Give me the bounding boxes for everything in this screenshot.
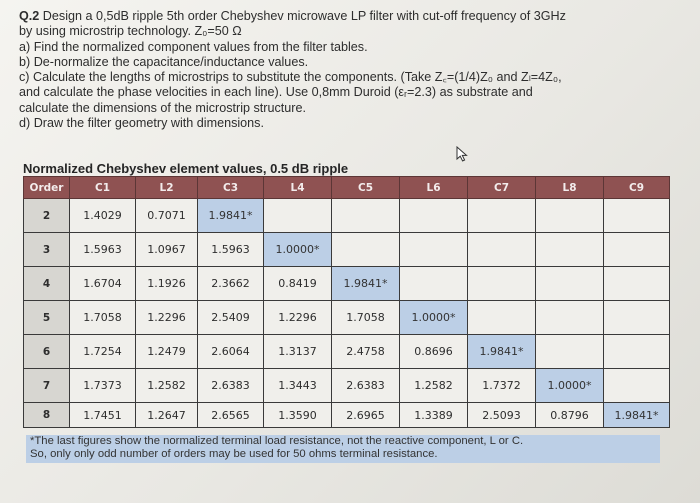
load-resistance-cell: 1.0000* (264, 233, 332, 267)
table-cell (604, 267, 670, 301)
table-cell (604, 233, 670, 267)
table-title: Normalized Chebyshev element values, 0.5 dB ripple (23, 161, 349, 176)
footnote-line: *The last figures show the normalized terminal load resistance, not the reactive component, L or C. (30, 435, 524, 447)
table-cell (604, 335, 670, 369)
table-row (24, 335, 670, 369)
chebyshev-table (23, 176, 670, 428)
order-cell: 8 (24, 403, 70, 428)
table-cell (332, 199, 400, 233)
table-cell: 1.2479 (136, 335, 198, 369)
table-cell: 0.8419 (264, 267, 332, 301)
table-cell: 1.1926 (136, 267, 198, 301)
header-cell: C5 (332, 177, 400, 199)
order-cell: 4 (24, 267, 70, 301)
table-cell (468, 199, 536, 233)
table-cell (400, 233, 468, 267)
table-cell: 2.6965 (332, 403, 400, 428)
table-cell: 1.3389 (400, 403, 468, 428)
load-resistance-cell: 1.9841* (198, 199, 264, 233)
question-line: and calculate the phase velocities in each line). Use 0,8mm Duroid (εᵣ=2.3) as substrate and (19, 85, 533, 100)
table-cell: 1.3137 (264, 335, 332, 369)
table-cell (536, 267, 604, 301)
header-cell: C3 (198, 177, 264, 199)
table-footnote (26, 435, 660, 463)
load-resistance-cell: 1.9841* (468, 335, 536, 369)
table-cell (604, 301, 670, 335)
table-cell: 2.5093 (468, 403, 536, 428)
table-cell: 1.4029 (70, 199, 136, 233)
table-cell: 1.3443 (264, 369, 332, 403)
table-cell: 2.6565 (198, 403, 264, 428)
table-cell: 2.6064 (198, 335, 264, 369)
table-row (24, 301, 670, 335)
order-cell: 7 (24, 369, 70, 403)
load-resistance-cell: 1.9841* (604, 403, 670, 428)
table-header-row (24, 177, 670, 199)
table-cell: 1.3590 (264, 403, 332, 428)
header-cell: L8 (536, 177, 604, 199)
load-resistance-cell: 1.9841* (332, 267, 400, 301)
question-line: calculate the dimensions of the microstrip structure. (19, 100, 306, 115)
table-row (24, 267, 670, 301)
header-cell: L2 (136, 177, 198, 199)
question-line (19, 9, 679, 24)
question-line-text: Design a 0,5dB ripple 5th order Chebyshev microwave LP filter with cut-off frequency of 3GHz (39, 9, 566, 23)
header-cell: L6 (400, 177, 468, 199)
table-cell (400, 267, 468, 301)
header-cell: C1 (70, 177, 136, 199)
table-cell: 1.7373 (70, 369, 136, 403)
question-part-d: d) Draw the filter geometry with dimensions. (19, 116, 264, 131)
question-number: Q.2 (19, 9, 40, 23)
table-cell (604, 199, 670, 233)
table-cell: 1.2647 (136, 403, 198, 428)
table-row (24, 369, 670, 403)
table-cell: 1.7451 (70, 403, 136, 428)
table-cell: 0.7071 (136, 199, 198, 233)
table-cell: 0.8796 (536, 403, 604, 428)
table-cell: 1.5963 (70, 233, 136, 267)
table-cell: 0.8696 (400, 335, 468, 369)
question-part-a: a) Find the normalized component values from the filter tables. (19, 39, 368, 54)
order-cell: 3 (24, 233, 70, 267)
table-cell: 1.7372 (468, 369, 536, 403)
table-cell: 2.4758 (332, 335, 400, 369)
question-part-b: b) De-normalize the capacitance/inductance values. (19, 54, 309, 69)
table-cell (468, 301, 536, 335)
table-cell (400, 199, 468, 233)
load-resistance-cell: 1.0000* (536, 369, 604, 403)
table-cell: 1.7058 (332, 301, 400, 335)
table-cell: 1.2296 (136, 301, 198, 335)
load-resistance-cell: 1.0000* (400, 301, 468, 335)
question-line: by using microstrip technology. Z₀=50 Ω (19, 24, 242, 39)
footnote-line: So, only only odd number of orders may be used for 50 ohms terminal resistance. (30, 448, 438, 460)
order-cell: 6 (24, 335, 70, 369)
table-cell: 1.6704 (70, 267, 136, 301)
table-cell: 1.0967 (136, 233, 198, 267)
table-cell (536, 301, 604, 335)
table-cell (264, 199, 332, 233)
header-cell: C7 (468, 177, 536, 199)
mouse-pointer-icon (456, 146, 470, 162)
table-cell: 1.7058 (70, 301, 136, 335)
header-cell: C9 (604, 177, 670, 199)
table-cell (536, 199, 604, 233)
header-cell: L4 (264, 177, 332, 199)
table-cell (536, 233, 604, 267)
table-cell: 1.2582 (400, 369, 468, 403)
order-cell: 5 (24, 301, 70, 335)
header-cell: Order (24, 177, 70, 199)
table-row (24, 403, 670, 428)
table-cell: 2.6383 (332, 369, 400, 403)
table-cell: 1.5963 (198, 233, 264, 267)
table-cell (468, 233, 536, 267)
table-cell (468, 267, 536, 301)
table-row (24, 199, 670, 233)
table-cell: 1.7254 (70, 335, 136, 369)
question-part-c: c) Calculate the lengths of microstrips to substitute the components. (Take Z꜀=(1/4)Z₀ and Zₗ=4Z₀, (19, 70, 562, 85)
table-cell (604, 369, 670, 403)
table-row (24, 233, 670, 267)
order-cell: 2 (24, 199, 70, 233)
question-text (19, 9, 679, 131)
table-cell: 2.6383 (198, 369, 264, 403)
table-cell: 2.3662 (198, 267, 264, 301)
table-cell (536, 335, 604, 369)
table-cell (332, 233, 400, 267)
table-cell: 2.5409 (198, 301, 264, 335)
table-cell: 1.2582 (136, 369, 198, 403)
table-cell: 1.2296 (264, 301, 332, 335)
